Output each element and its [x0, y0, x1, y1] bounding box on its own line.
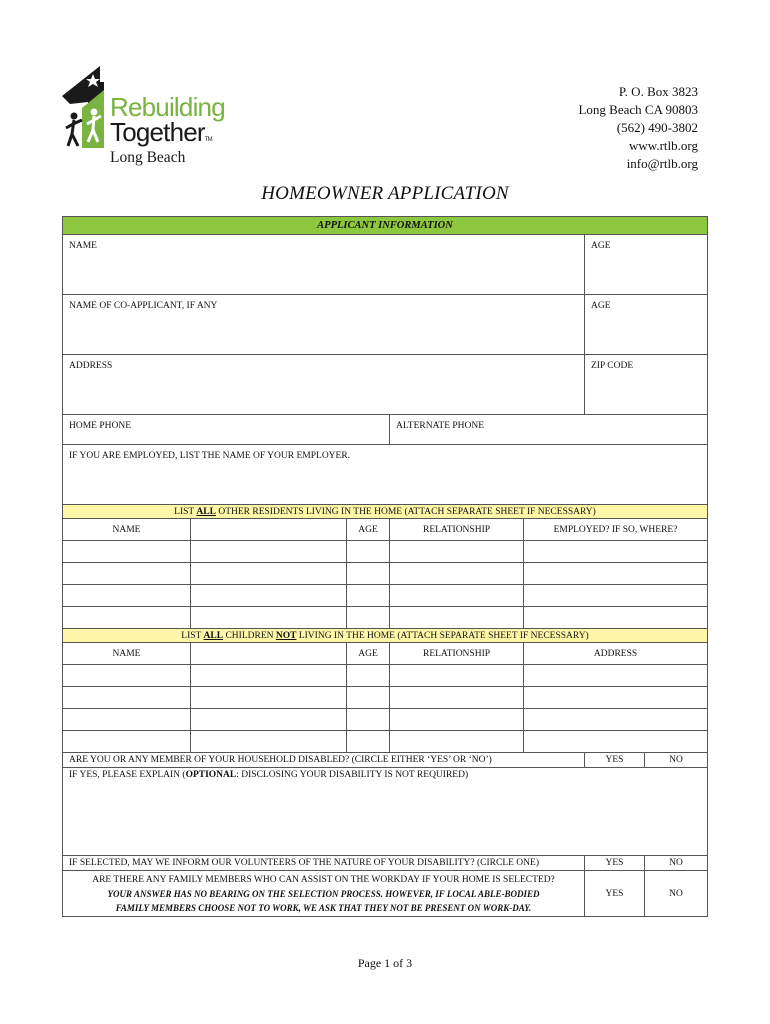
residents-col-age: AGE: [347, 519, 390, 541]
children-section-header: LIST ALL CHILDREN NOT LIVING IN THE HOME (ATTACH SEPARATE SHEET IF NECESSARY): [63, 629, 708, 643]
address-field[interactable]: [63, 355, 585, 415]
employer-field[interactable]: [63, 445, 708, 505]
logo-text-long-beach: Long Beach: [110, 149, 186, 166]
family-note-line1: YOUR ANSWER HAS NO BEARING ON THE SELECTION PROCESS. HOWEVER, IF LOCAL ABLE-BODIED: [107, 888, 540, 899]
logo-text-rebuilding: Rebuilding: [110, 92, 225, 122]
disability-explain-field[interactable]: IF YES, PLEASE EXPLAIN (OPTIONAL: DISCLOSING YOUR DISABILITY IS NOT REQUIRED): [63, 768, 708, 856]
family-note-line2: FAMILY MEMBERS CHOOSE NOT TO WORK, WE ASK THAT THEY NOT BE PRESENT ON WORK-DAY.: [115, 902, 532, 913]
logo-trademark: TM: [204, 137, 212, 143]
alternate-phone-field[interactable]: [390, 415, 708, 445]
alternate-phone-label: ALTERNATE PHONE: [396, 421, 485, 431]
disability-no-option[interactable]: NO: [645, 753, 708, 768]
name-field[interactable]: [63, 235, 585, 295]
inform-no-option[interactable]: NO: [645, 856, 708, 871]
coapplicant-age-field[interactable]: [585, 295, 708, 355]
children-col-age: AGE: [347, 643, 390, 665]
children-col-address: ADDRESS: [524, 643, 708, 665]
table-row: [63, 607, 708, 629]
logo-text-together: TogetherTM: [110, 117, 212, 147]
rebuilding-together-logo: [60, 64, 230, 174]
table-row: [63, 665, 708, 687]
family-question-text: ARE THERE ANY FAMILY MEMBERS WHO CAN ASSIST ON THE WORKDAY IF YOUR HOME IS SELECTED?: [92, 874, 555, 885]
application-form: [62, 216, 708, 917]
home-phone-label: HOME PHONE: [69, 421, 132, 431]
applicant-section-header: APPLICANT INFORMATION: [63, 217, 708, 235]
address-label: ADDRESS: [69, 361, 113, 371]
residents-col-name: NAME: [63, 519, 191, 541]
email-link[interactable]: info@rtlb.org: [626, 156, 698, 171]
name-label: NAME: [69, 241, 97, 251]
website-link[interactable]: www.rtlb.org: [629, 138, 698, 153]
coapplicant-label: NAME OF CO-APPLICANT, IF ANY: [69, 301, 218, 311]
city-state-zip: Long Beach CA 90803: [578, 102, 698, 117]
table-row: [63, 731, 708, 753]
residents-col-employed: EMPLOYED? IF SO, WHERE?: [524, 519, 708, 541]
family-assist-question: [63, 871, 585, 917]
table-row: [63, 585, 708, 607]
table-row: [63, 687, 708, 709]
inform-yes-option[interactable]: YES: [585, 856, 645, 871]
contact-block: [578, 83, 698, 173]
age-label: AGE: [591, 241, 611, 251]
disability-yes-option[interactable]: YES: [585, 753, 645, 768]
zip-code-label: ZIP CODE: [591, 361, 634, 371]
table-row: [63, 563, 708, 585]
residents-section-header: LIST ALL OTHER RESIDENTS LIVING IN THE HOME (ATTACH SEPARATE SHEET IF NECESSARY): [63, 505, 708, 519]
children-col-name: NAME: [63, 643, 191, 665]
page-title: HOMEOWNER APPLICATION: [261, 183, 509, 204]
page-number: Page 1 of 3: [357, 956, 413, 970]
residents-col-relationship: RELATIONSHIP: [390, 519, 524, 541]
children-col-blank: [191, 643, 347, 665]
family-no-option[interactable]: NO: [645, 871, 708, 917]
children-col-relationship: RELATIONSHIP: [390, 643, 524, 665]
family-yes-option[interactable]: YES: [585, 871, 645, 917]
table-row: [63, 709, 708, 731]
inform-volunteers-question: IF SELECTED, MAY WE INFORM OUR VOLUNTEERS OF THE NATURE OF YOUR DISABILITY? (CIRCLE ONE): [63, 856, 585, 871]
residents-col-blank: [191, 519, 347, 541]
po-box: P. O. Box 3823: [618, 84, 698, 99]
phone-number: (562) 490-3802: [616, 120, 698, 135]
table-row: [63, 541, 708, 563]
coapplicant-name-field[interactable]: [63, 295, 585, 355]
zip-code-field[interactable]: [585, 355, 708, 415]
disability-question: ARE YOU OR ANY MEMBER OF YOUR HOUSEHOLD DISABLED? (CIRCLE EITHER ‘YES’ OR ‘NO’): [63, 753, 585, 768]
employer-label: IF YOU ARE EMPLOYED, LIST THE NAME OF YOUR EMPLOYER.: [69, 451, 351, 461]
age-field[interactable]: [585, 235, 708, 295]
home-phone-field[interactable]: [63, 415, 390, 445]
coapplicant-age-label: AGE: [591, 301, 611, 311]
